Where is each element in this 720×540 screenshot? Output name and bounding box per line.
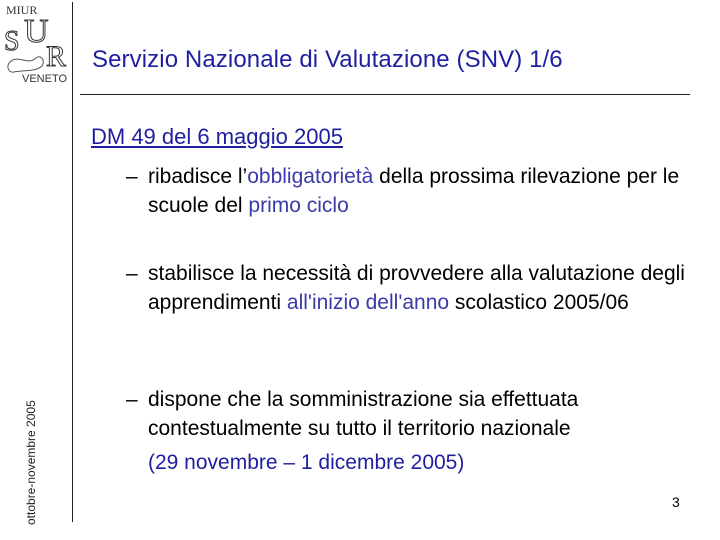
bullet-dash: – <box>126 262 138 285</box>
bullet-item <box>126 162 696 220</box>
highlight-text: primo ciclo <box>248 194 349 217</box>
logo-veneto-text: VENETO <box>22 73 68 85</box>
side-divider <box>72 2 73 522</box>
highlight-text: all'inizio dell'anno <box>286 291 450 314</box>
side-date-label: ottobre-novembre 2005 <box>24 400 38 525</box>
bullet-text: ribadisce l’obbligatorietà della prossima rilevazione per le scuole del primo ciclo <box>148 165 680 217</box>
logo-s-letter: S <box>4 26 20 57</box>
bullet-item <box>126 259 696 317</box>
section-heading: DM 49 del 6 maggio 2005 <box>91 124 343 149</box>
bullet-item <box>126 385 696 477</box>
logo-r-letter: R <box>46 40 67 73</box>
highlight-text: obbligatorietà <box>247 165 374 188</box>
bullet-text: stabilisce la necessità di provvedere alla valutazione degli apprendimenti all'inizio dell'anno scolastico 2005/06 <box>148 262 685 314</box>
logo-u-letter: U <box>24 13 49 50</box>
logo-region-outline <box>8 57 43 72</box>
bullet-dash: – <box>126 165 138 188</box>
usr-veneto-logo <box>0 0 78 86</box>
date-range-text: (29 novembre – 1 dicembre 2005) <box>148 451 465 474</box>
slide-title: Servizio Nazionale di Valutazione (SNV) 1/6 <box>92 46 563 73</box>
logo-miur-text: MIUR <box>6 3 38 17</box>
page-number: 3 <box>672 494 680 510</box>
title-divider <box>80 94 690 95</box>
bullet-dash: – <box>126 388 138 411</box>
bullet-text: dispone che la somministrazione sia effettuata contestualmente su tutto il territorio nazionale <box>148 388 579 440</box>
